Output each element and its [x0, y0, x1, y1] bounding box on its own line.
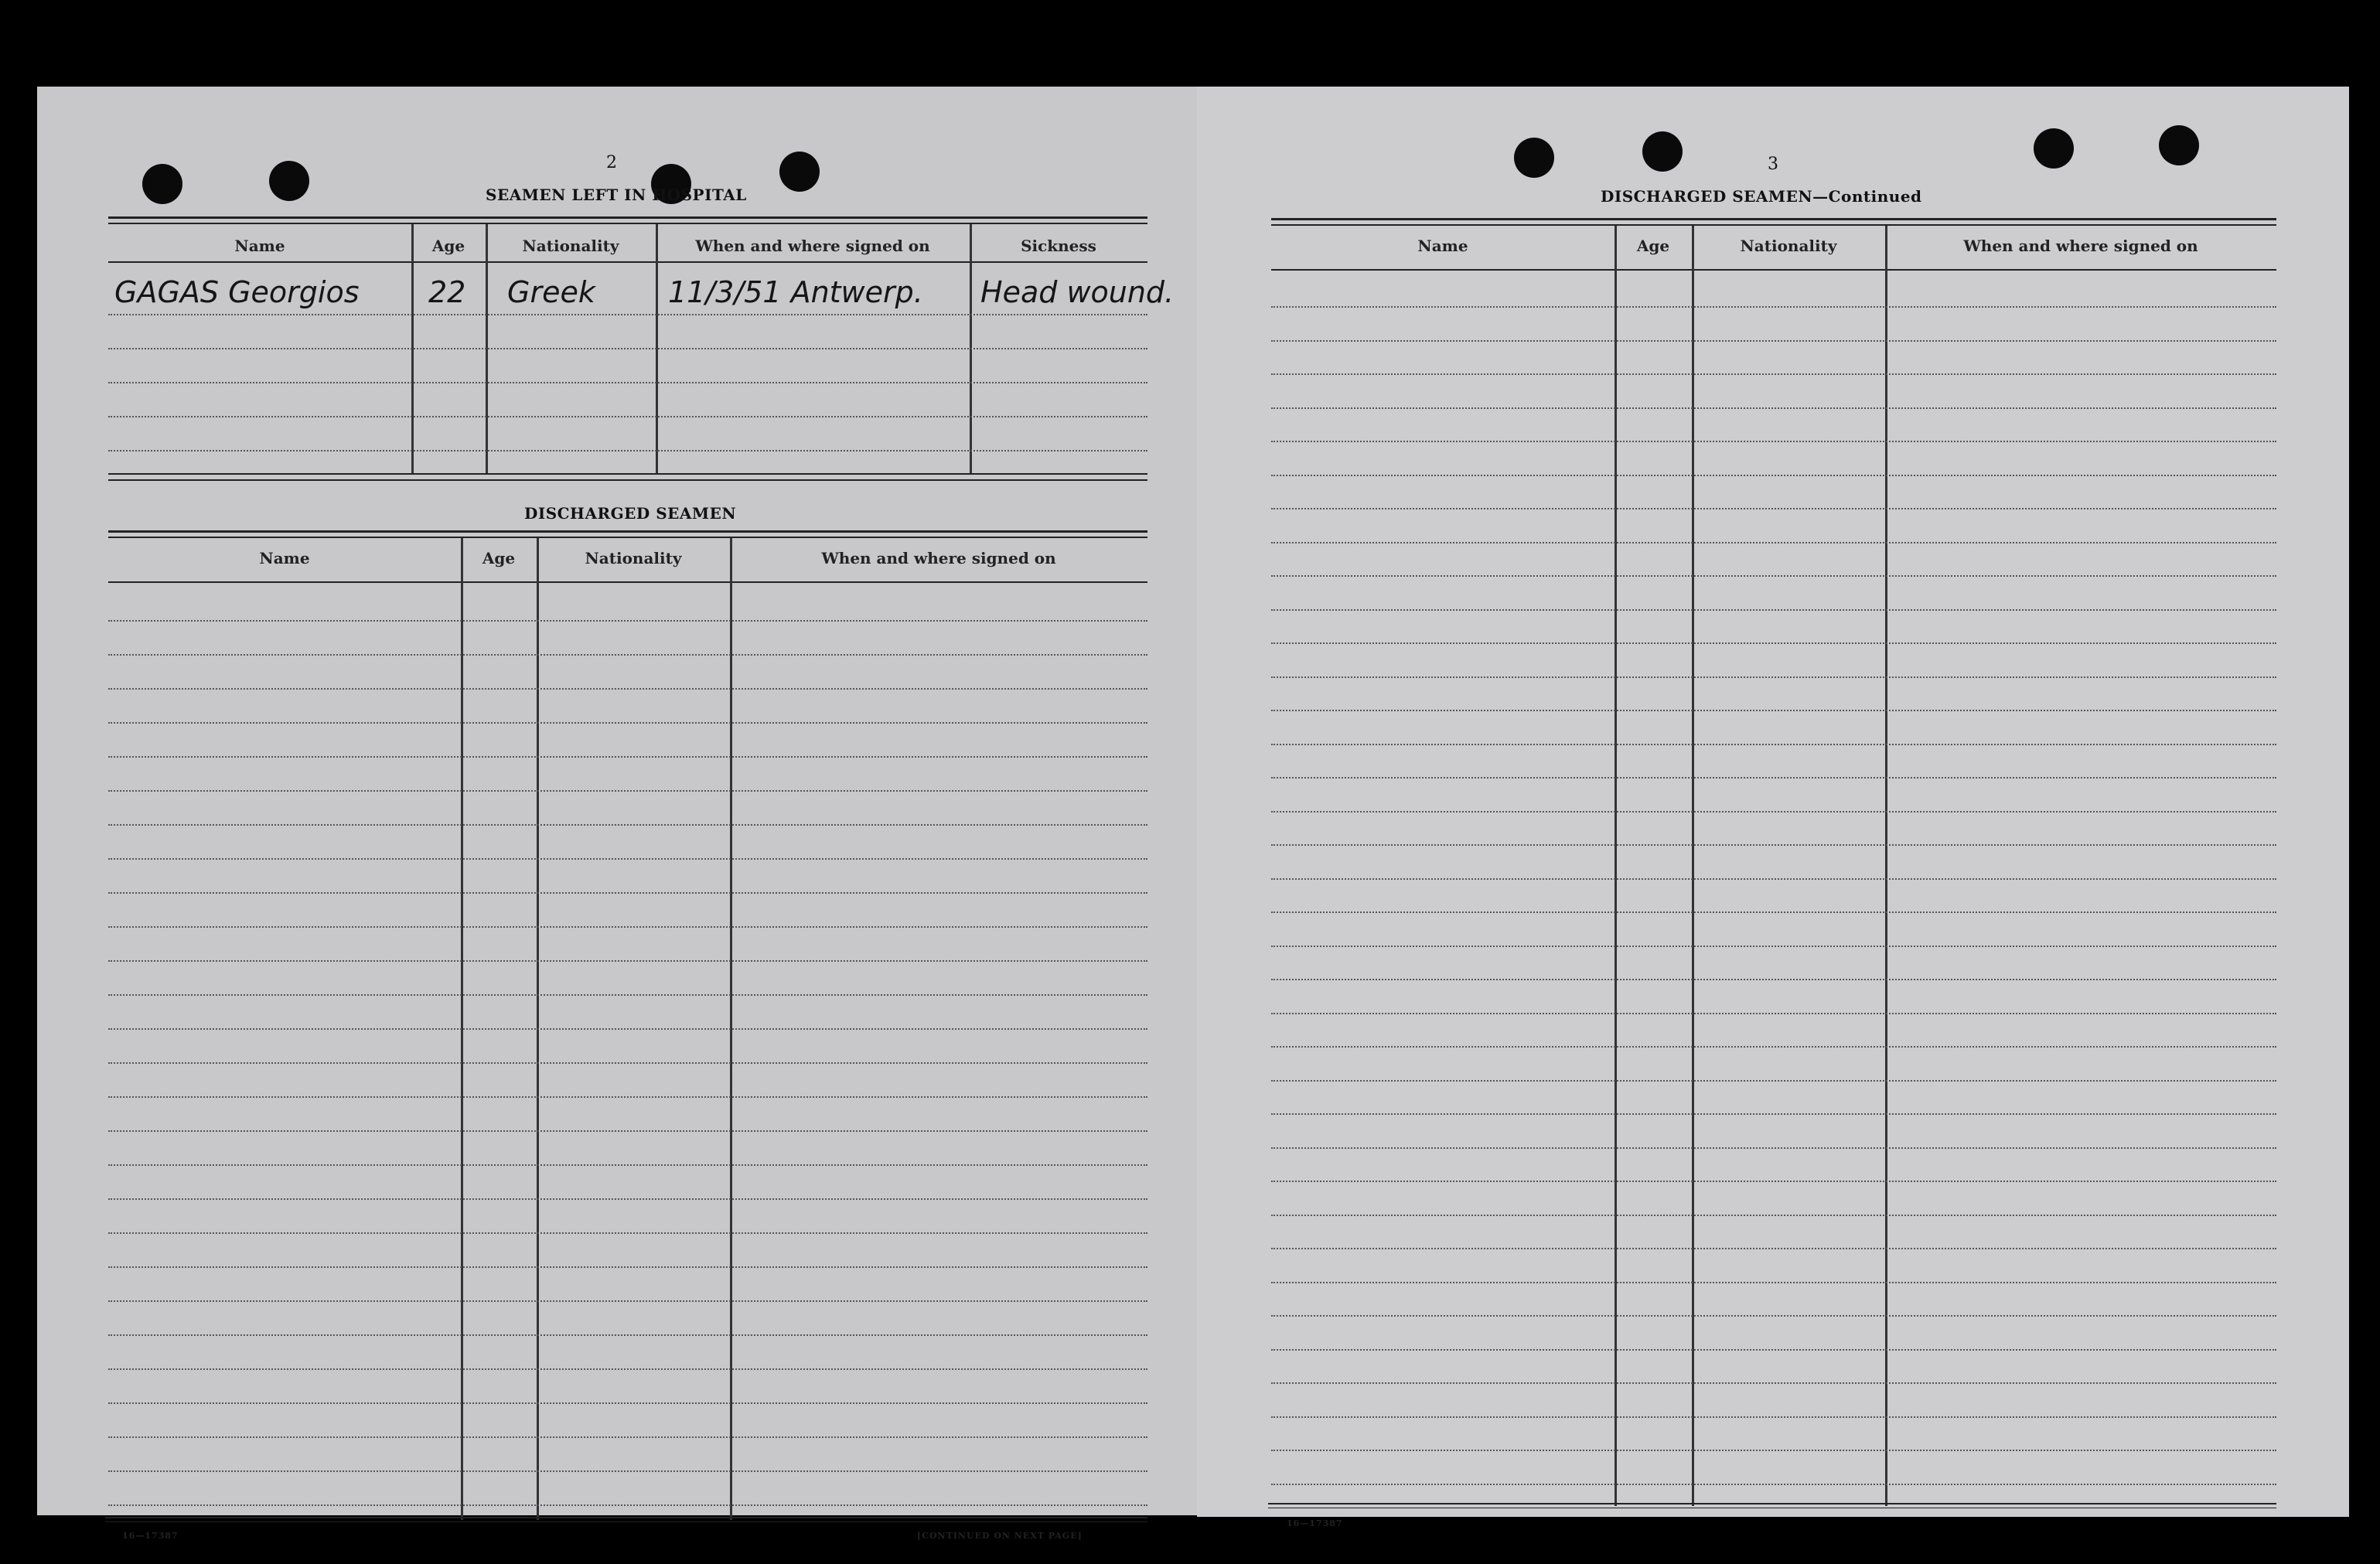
- ruled-line: [1271, 1046, 2276, 1048]
- ruled-line: [1271, 1181, 2276, 1182]
- ruled-line: [108, 1368, 1147, 1370]
- ruled-line: [108, 722, 1147, 724]
- ruled-line: [1271, 1484, 2276, 1485]
- discharged-continued-title: [1601, 187, 1922, 206]
- entry-nationality: Greek: [507, 275, 595, 309]
- entry-signed-on: 11/3/51 Antwerp.: [668, 275, 923, 309]
- punch-hole: [779, 152, 820, 192]
- ruled-line: [1271, 1382, 2276, 1384]
- punch-hole: [269, 161, 309, 201]
- ruled-line: [1271, 1450, 2276, 1451]
- ruled-line: [108, 654, 1147, 656]
- ruled-line: [1271, 340, 2276, 342]
- ruled-line: [1271, 575, 2276, 577]
- entry-age: 22: [428, 275, 466, 309]
- ruled-line: [108, 1402, 1147, 1404]
- ruled-line: [108, 960, 1147, 962]
- ruled-line: [108, 1232, 1147, 1234]
- col-sickness: Sickness: [1021, 237, 1096, 255]
- left-page: [37, 87, 1199, 1541]
- title-continued: —Continued: [1812, 187, 1922, 206]
- form-number: 16—17387: [1287, 1518, 1343, 1528]
- ruled-line: [1271, 407, 2276, 409]
- ruled-line: [108, 892, 1147, 894]
- ruled-line: [1271, 542, 2276, 543]
- ruled-line: [1271, 373, 2276, 375]
- ruled-line: [108, 756, 1147, 758]
- col-name: Name: [1417, 237, 1468, 255]
- punch-hole: [1514, 138, 1554, 178]
- ruled-line: [108, 790, 1147, 792]
- col-age: Age: [1636, 237, 1670, 255]
- ruled-line: [1271, 979, 2276, 980]
- col-nationality: Nationality: [585, 549, 682, 567]
- ruled-line: [1271, 1349, 2276, 1351]
- ruled-line: [1271, 1113, 2276, 1115]
- ruled-line: [1271, 1248, 2276, 1249]
- ruled-line: [1271, 946, 2276, 947]
- ruled-line: [108, 1470, 1147, 1472]
- ruled-line: [108, 688, 1147, 690]
- ruled-line: [108, 1062, 1147, 1064]
- ruled-line: [1271, 441, 2276, 442]
- ruled-line: [1271, 878, 2276, 880]
- page-number: 2: [606, 153, 617, 172]
- ruled-line: [108, 1504, 1147, 1506]
- ruled-line: [108, 1334, 1147, 1336]
- punch-hole: [1642, 131, 1683, 172]
- ruled-line: [108, 824, 1147, 826]
- punch-hole: [2034, 128, 2074, 169]
- ruled-line: [1271, 744, 2276, 745]
- ruled-line: [1271, 811, 2276, 813]
- ruled-line: [1271, 911, 2276, 913]
- ruled-line: [1271, 1215, 2276, 1216]
- ruled-line: [108, 1436, 1147, 1438]
- ruled-line: [1271, 710, 2276, 711]
- ruled-line: [1271, 1147, 2276, 1149]
- ruled-line: [108, 1130, 1147, 1132]
- page-number: 3: [1768, 155, 1778, 174]
- col-name: Name: [259, 549, 310, 567]
- ruled-line: [1271, 306, 2276, 308]
- title-main: DISCHARGED SEAMEN: [1601, 187, 1813, 206]
- ruled-line: [1271, 777, 2276, 779]
- punch-hole: [142, 164, 182, 204]
- ruled-line: [108, 1028, 1147, 1030]
- ruled-line: [1271, 676, 2276, 678]
- col-signed-on: When and where signed on: [1963, 237, 2198, 255]
- ruled-line: [108, 994, 1147, 996]
- ruled-line: [108, 1300, 1147, 1302]
- ruled-line: [108, 926, 1147, 928]
- ruled-line: [1271, 1416, 2276, 1418]
- punch-hole: [2159, 125, 2199, 165]
- col-age: Age: [431, 237, 465, 255]
- ruled-line: [1271, 1013, 2276, 1014]
- ruled-line: [1271, 642, 2276, 644]
- ruled-line: [108, 620, 1147, 622]
- continued-note: [CONTINUED ON NEXT PAGE]: [917, 1531, 1083, 1541]
- col-name: Name: [234, 237, 285, 255]
- right-page: [1197, 87, 2349, 1528]
- ruled-line: [1271, 508, 2276, 509]
- col-age: Age: [482, 549, 516, 567]
- discharged-section-title: DISCHARGED SEAMEN: [524, 504, 737, 523]
- entry-name: GAGAS Georgios: [114, 275, 360, 309]
- form-number: 16—17387: [122, 1531, 179, 1541]
- ruled-line: [1271, 1282, 2276, 1283]
- ruled-line: [108, 1266, 1147, 1268]
- entry-sickness: Head wound.: [980, 275, 1175, 309]
- col-nationality: Nationality: [1740, 237, 1837, 255]
- ruled-line: [1271, 609, 2276, 611]
- ruled-line: [108, 1096, 1147, 1098]
- ruled-line: [1271, 1315, 2276, 1317]
- hospital-section-title: SEAMEN LEFT IN HOSPITAL: [486, 186, 747, 204]
- col-nationality: Nationality: [522, 237, 619, 255]
- ruled-line: [1271, 844, 2276, 846]
- ruled-line: [108, 858, 1147, 860]
- col-signed-on: When and where signed on: [821, 549, 1056, 567]
- col-signed-on: When and where signed on: [695, 237, 930, 255]
- ruled-line: [108, 1164, 1147, 1166]
- ruled-line: [1271, 1080, 2276, 1082]
- ruled-line: [1271, 475, 2276, 476]
- ruled-line: [108, 1198, 1147, 1200]
